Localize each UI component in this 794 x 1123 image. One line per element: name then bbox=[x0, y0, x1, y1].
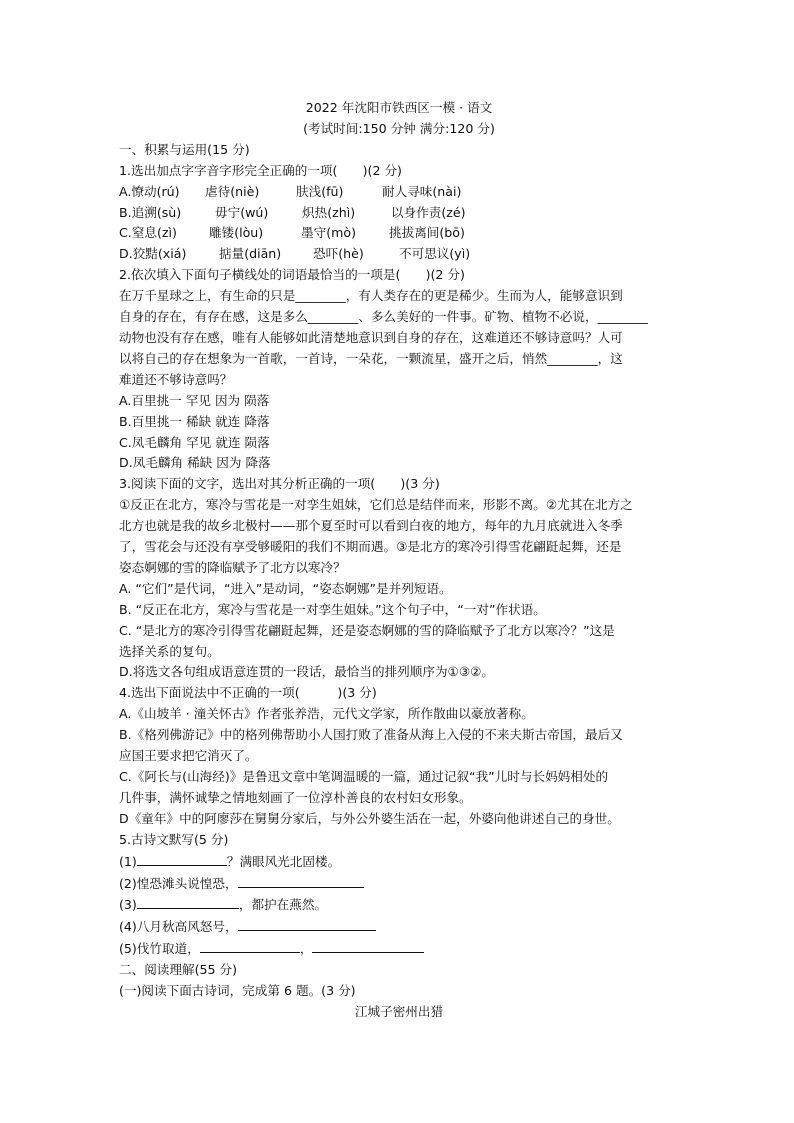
question-2-option-b: B.百里挑一 稀缺 就连 降落 bbox=[119, 413, 270, 429]
passage-line: 动物也没有存在感，唯有人能够如此清楚地意识到自身的存在，这难道还不够诗意吗？人可 bbox=[119, 329, 623, 345]
option-word: 恐吓(hè) bbox=[313, 246, 364, 262]
question-4-option-c: C.《阿长与(山海经)》是鲁迅文章中笔调温暖的一篇，通过记叙“我”儿时与长妈妈相处的 bbox=[119, 769, 609, 784]
recitation-text: ，都护在燕然。 bbox=[238, 897, 327, 913]
question-4-option-b-cont: 应国王要求把它消灭了。 bbox=[119, 748, 258, 764]
question-3-option-d: D.将选文各句组成语意连贯的一段话，最恰当的排列顺序为①③②。 bbox=[119, 664, 495, 680]
question-4-option-b: B.《格列佛游记》中的格列佛帮助小人国打败了准备从海上入侵的不来夫斯古帝国，最后又 bbox=[119, 727, 623, 743]
option-word: 不可思议(yì) bbox=[399, 246, 471, 262]
option-word: 墨守(mò) bbox=[301, 225, 356, 241]
passage-line: 自身的存在，有存在感，这是多么________、多么美好的一件事。矿物、植物不必说，________ bbox=[119, 309, 648, 325]
question-3-option-c-cont: 选择关系的复句。 bbox=[119, 643, 220, 659]
question-4-option-a: A.《山坡羊 · 潼关怀古》作者张养浩，元代文学家，所作散曲以豪放著称。 bbox=[119, 706, 534, 722]
option-word: A.憭动(rú) bbox=[119, 183, 180, 199]
question-4-stem: 4.选出下面说法中不正确的一项( )(3 分) bbox=[119, 685, 377, 701]
question-1-option-d bbox=[119, 244, 679, 265]
option-word: B.追溯(sù) bbox=[119, 204, 182, 220]
passage-line: 北方也就是我的故乡北极村——那个夏至时可以看到白夜的地方，每年的九月底就进入冬季 bbox=[119, 518, 623, 534]
question-4-option-d: D《童年》中的阿廖莎在舅舅分家后，与外公外婆生活在一起，外婆向他讲述自己的身世。 bbox=[119, 810, 620, 826]
section-heading-1: 一、积累与运用(15 分) bbox=[119, 141, 250, 157]
passage-line: 姿态婀娜的雪的降临赋予了北方以寒冷？ bbox=[119, 559, 346, 575]
passage-line: 难道还不够诗意吗？ bbox=[119, 371, 233, 387]
option-word: 虐待(niè) bbox=[205, 183, 260, 199]
option-word: 毋宁(wú) bbox=[215, 204, 269, 220]
passage-line: 在万千星球之上，有生命的只是________，有人类存在的更是稀少。生而为人，能够意识到 bbox=[119, 288, 623, 304]
question-4-option-c-cont: 几件事，满怀诚挚之情地刻画了一位淳朴善良的农村妇女形象。 bbox=[119, 789, 472, 805]
question-1-stem: 1.选出加点字字音字形完全正确的一项( )(2 分) bbox=[119, 162, 402, 178]
recitation-item-2 bbox=[119, 873, 679, 895]
option-word: 雕镂(lòu) bbox=[209, 225, 264, 241]
option-word: 炽热(zhì) bbox=[302, 204, 356, 220]
option-word: D.狡黠(xiá) bbox=[119, 246, 187, 262]
poem-title: 江城子密州出猎 bbox=[354, 1003, 444, 1019]
answer-blank[interactable] bbox=[137, 851, 227, 866]
exam-subtitle: (考试时间:150 分钟 满分:120 分) bbox=[303, 120, 495, 136]
option-word: 以身作责(zé) bbox=[391, 204, 466, 220]
subsection-heading: (一)阅读下面古诗词，完成第 6 题。(3 分) bbox=[119, 983, 356, 999]
question-1-option-b bbox=[119, 203, 679, 224]
question-2-option-a: A.百里挑一 罕见 因为 陨落 bbox=[119, 392, 270, 408]
option-word: 掂量(diān) bbox=[219, 246, 282, 262]
recitation-label: (2)惶恐滩头说惶恐， bbox=[119, 875, 238, 891]
recitation-label: (4)八月秋高风怒号， bbox=[119, 919, 238, 935]
passage-line: ①反正在北方，寒冷与雪花是一对孪生姐妹，它们总是结伴而来，形影不离。②尤其在北方之 bbox=[119, 497, 633, 513]
question-2-option-d: D.凤毛麟角 稀缺 因为 降落 bbox=[119, 455, 271, 471]
recitation-label: (3) bbox=[119, 897, 137, 913]
question-3-option-a: A. “它们”是代词，“进入”是动词，“姿态婀娜”是并列短语。 bbox=[119, 580, 452, 596]
section-heading-2: 二、阅读理解(55 分) bbox=[119, 962, 238, 978]
recitation-text: ， bbox=[299, 941, 313, 957]
exam-page bbox=[119, 98, 679, 1023]
recitation-text: ？满眼风光北固楼。 bbox=[226, 853, 341, 869]
question-3-option-b: B. “反正在北方，寒冷与雪花是一对孪生姐妹。”这个句子中，“一对”作状语。 bbox=[119, 601, 546, 617]
answer-blank[interactable] bbox=[238, 873, 364, 888]
question-2-stem: 2.依次填入下面句子横线处的词语最恰当的一项是( )(2 分) bbox=[119, 267, 465, 283]
exam-title: 2022 年沈阳市铁西区一模 · 语文 bbox=[305, 100, 493, 115]
option-word: 挑拔离间(bō) bbox=[389, 225, 465, 241]
question-1-option-a bbox=[119, 182, 679, 203]
question-3-stem: 3.阅读下面的文字，选出对其分析正确的一项( )(3 分) bbox=[119, 476, 440, 492]
question-5-stem: 5.古诗文默写(5 分) bbox=[119, 831, 229, 847]
recitation-item-5 bbox=[119, 938, 679, 960]
passage-line: 了，雪花会与还没有享受够暖阳的我们不期而遇。③是北方的寒冷引得雪花翩跹起舞，还是 bbox=[119, 539, 622, 555]
answer-blank[interactable] bbox=[137, 894, 239, 909]
passage-line: 以将自己的存在想象为一首歌，一首诗，一朵花，一颗流星，盛开之后，悄然________，这 bbox=[119, 350, 623, 366]
answer-blank[interactable] bbox=[312, 938, 424, 953]
recitation-label: (5)伐竹取道， bbox=[119, 941, 200, 957]
recitation-item-4 bbox=[119, 916, 679, 938]
question-3-option-c: C. “是北方的寒冷引得雪花翩跹起舞，还是姿态婀娜的雪的降临赋予了北方以寒冷？”这是 bbox=[119, 622, 615, 638]
answer-blank[interactable] bbox=[200, 938, 300, 953]
question-2-option-c: C.凤毛麟角 罕见 就连 陨落 bbox=[119, 434, 270, 450]
option-word: 耐人寻味(nài) bbox=[382, 183, 462, 199]
option-word: C.窒息(zì) bbox=[119, 225, 177, 241]
recitation-item-1 bbox=[119, 851, 679, 873]
question-1-option-c bbox=[119, 223, 679, 244]
recitation-label: (1) bbox=[119, 853, 137, 869]
option-word: 肤浅(fū) bbox=[296, 183, 344, 199]
recitation-item-3 bbox=[119, 894, 679, 916]
answer-blank[interactable] bbox=[238, 916, 376, 931]
